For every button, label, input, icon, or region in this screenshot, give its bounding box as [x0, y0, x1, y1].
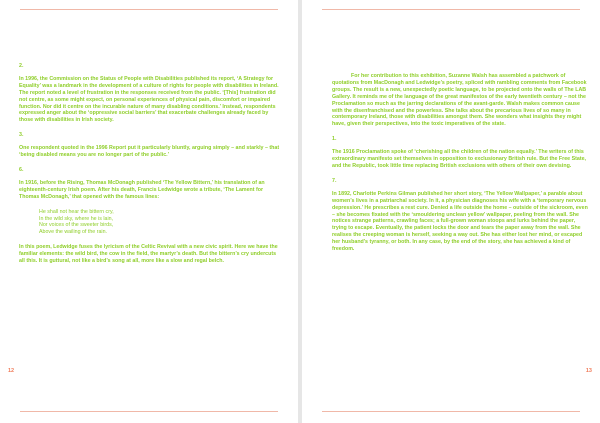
right-page [302, 0, 600, 423]
paragraph: For her contribution to this exhibition, Suzanne Walsh has assembled a patchwork of quotations from MacDonagh and Ledwidge’s poetry, spliced with rambling comments from Facebook groups. The result is a new, unexpectedly poetic language, to be projected onto the walls of The LAB Gallery. It reminds me of the language of the great manifestos of the early twentieth century – not the Proclamation so much as the jarring declarations of the avant-garde. Walsh makes common cause with the disenfranchised and the powerless. She talks about the precarious lives of so many in contemporary Ireland, those with disabilities amongst them. She wonders what insights they might have, given their perspectives, into the toxic imperatives of the state. [332, 73, 587, 128]
right-page-text [332, 73, 588, 261]
paragraph: In 1916, before the Rising, Thomas McDonagh published ‘The Yellow Bittern,’ his translation of an eighteenth-century Irish poem. After his death, Francis Ledwidge wrote a tribute, ‘The Lament for Thomas McDonagh,’ that opened with the famous lines: [19, 179, 265, 200]
paragraph: In 1892, Charlotte Perkins Gilman published her short story, ‘The Yellow Wallpaper,’ a parable about women’s lives in a patriarchal society. In it, a physician diagnoses his wife with a ‘temporary nervous depression.’ He prescribes a rest cure. Denied a life outside the home – outside of the sickroom, even – she becomes fixated with the ‘smouldering unclean yellow’ wallpaper, peeling from the wall. She notices strange patterns, crawling faces; a full-grown woman stoops and lurks behind the paper, trying to escape. Eventually, the patient locks the door and tears the paper away from the wall. She realises the creeping woman is herself, seeking a way out. She has either lost her mind, or escaped her husband’s tyranny, or both. In any case, by the end of the story, she has achieved a kind of freedom. [332, 190, 588, 253]
poem-line: Nor voices of the sweeter birds, [39, 222, 114, 229]
bottom-rule [20, 411, 278, 412]
poem-line: Above the wailing of the rain. [39, 229, 108, 236]
top-rule [322, 9, 580, 10]
section-number: 6. [19, 166, 24, 173]
section-number: 3. [19, 132, 24, 139]
top-rule [20, 9, 278, 10]
poem-quote [19, 209, 281, 237]
section-number: 1. [332, 136, 337, 143]
section-number: 2. [19, 63, 24, 69]
poem-line: In the wild sky, where he is lain, [39, 215, 114, 222]
left-page [0, 0, 298, 423]
page-number-right: 13 [585, 368, 592, 374]
poem-line: He shall not hear the bittern cry, [39, 208, 114, 215]
paragraph: The 1916 Proclamation spoke of ‘cherishing all the children of the nation equally.’ The writers of this extraordinary manifesto set themselves in opposition to exclusionary British rule. But the Free State, and the Republic, took little time replacing British exclusions with others of their own devising. [332, 149, 587, 169]
paragraph: In 1996, the Commission on the Status of People with Disabilities published its report, ‘A Strategy for Equality’ was a landmark in the development of a culture of rights for people with disabilities in Ireland. The report noted a level of frustration in the responses received from the public. ‘[This] frustration did not centre, as some might expect, on personal experiences of physical pain, discomfort or impaired function. Nor did it centre on the incurable nature of many disabling conditions.’ Instead, respondents expressed anger about the ‘oppressive social barriers’ that exacerbate challenges already faced by those with disabilities in Irish society. [19, 75, 279, 124]
page-number-left: 12 [8, 368, 15, 374]
bottom-rule [322, 411, 580, 412]
paragraph: One respondent quoted in the 1996 Report put it particularly bluntly, arguing simply – and starkly – that ‘being disabled means you are no longer part of the public.’ [19, 145, 280, 159]
left-page-text [19, 63, 281, 273]
paragraph: In this poem, Ledwidge fuses the lyricism of the Celtic Revival with a new civic spirit. Here we have the familiar elements: the wild bird, the cow in the field, the martyr’s death. But the bittern’s cry undercuts all this. It is guttural, not like a bird’s song at all, more like a slow and regal belch. [19, 244, 278, 265]
section-number: 7. [332, 177, 337, 184]
